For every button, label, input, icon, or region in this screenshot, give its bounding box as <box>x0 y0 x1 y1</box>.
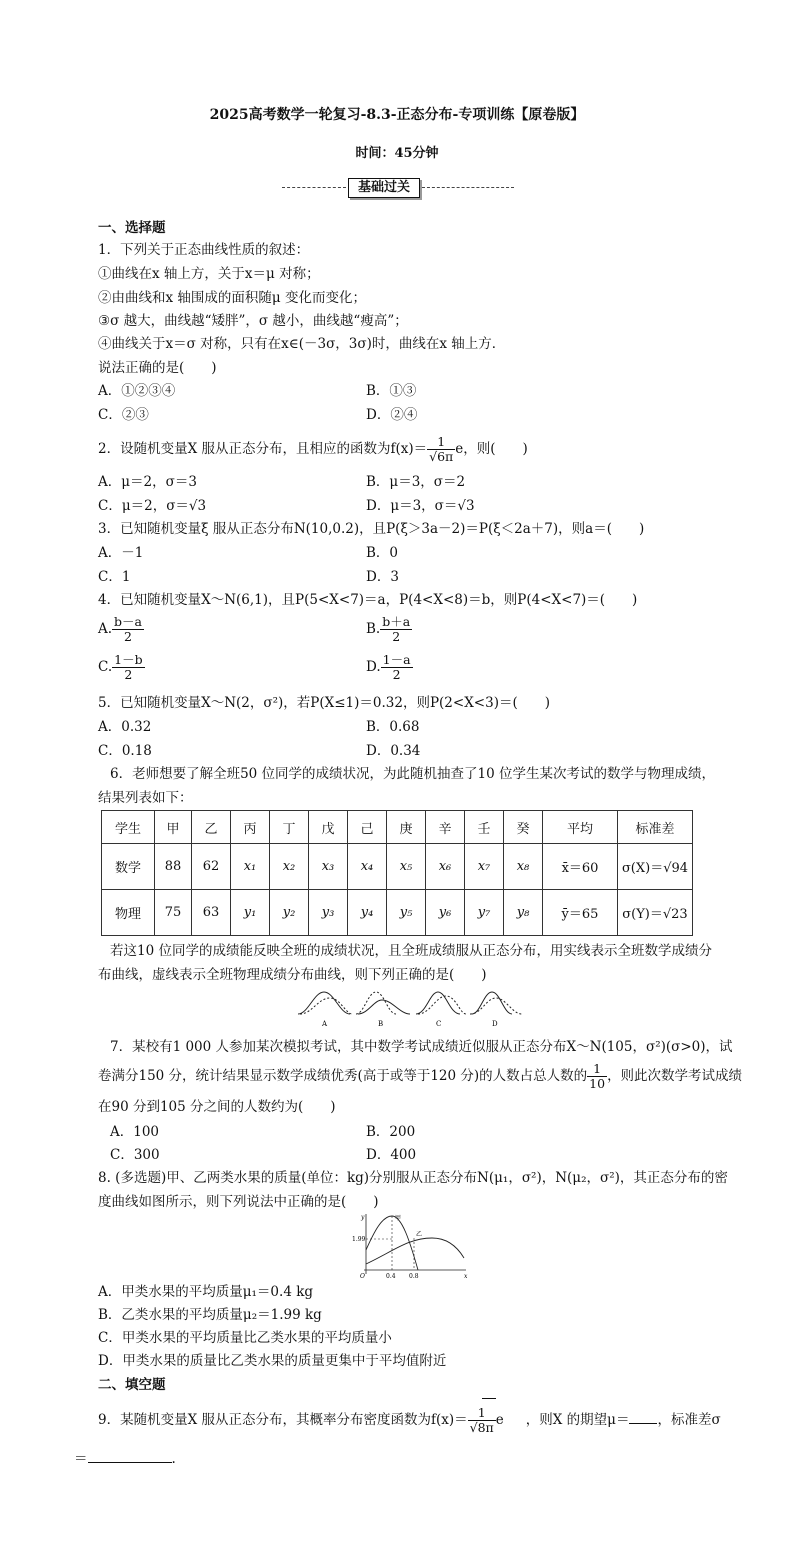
q2-stem-tail: e，则( ) <box>455 441 528 457</box>
q4-c-num: 1－b <box>114 652 143 667</box>
q7-line2-tail: ，则此次数学考试成绩 <box>607 1068 743 1084</box>
table-row-physics <box>102 890 693 936</box>
table-row-math <box>102 844 693 890</box>
q8-fig-label-jia: 甲 <box>395 1215 402 1222</box>
q4-a-den: 2 <box>124 629 132 644</box>
q6-figure-label: D <box>492 1020 498 1028</box>
table-cell: x₅ <box>387 844 426 890</box>
q8-fig-x-label: x <box>464 1273 468 1280</box>
q4-c-den: 2 <box>124 667 133 682</box>
q3-option-d: D．3 <box>366 569 399 585</box>
q6-after-line2: 布曲线，虚线表示全班物理成绩分布曲线，则下列正确的是( ) <box>98 967 487 983</box>
table-header-cell: 壬 <box>465 811 504 844</box>
table-cell: ȳ＝65 <box>543 890 618 936</box>
q9-exponent-bar <box>482 1398 496 1399</box>
table-header-cell: 甲 <box>155 811 192 844</box>
q6-figure-a <box>298 992 352 1028</box>
section-banner: 基础过关 <box>348 178 420 198</box>
table-cell: y₂ <box>270 890 309 936</box>
q7-line1: 7．某校有1 000 人参加某次模拟考试，其中数学考试成绩近似服从正态分布X～N(105，σ²)(σ>0)，试 <box>110 1039 733 1055</box>
q6-figure-label: B <box>378 1020 384 1028</box>
table-cell: 75 <box>155 890 192 936</box>
q9-expectation-text: ，则X 的期望μ＝ <box>525 1412 630 1428</box>
table-cell: σ(X)＝√94 <box>618 844 693 890</box>
table-cell: x̄＝60 <box>543 844 618 890</box>
q5-option-d: D．0.34 <box>366 743 421 759</box>
q1-option-b: B．①③ <box>366 383 417 399</box>
table-cell: x₇ <box>465 844 504 890</box>
q1-stem: 1．下列关于正态曲线性质的叙述： <box>98 242 310 258</box>
table-cell: σ(Y)＝√23 <box>618 890 693 936</box>
q7-option-a: A．100 <box>110 1124 160 1140</box>
q8-fig-label-yi: 乙 <box>416 1231 423 1238</box>
table-header-cell: 标准差 <box>618 811 693 844</box>
table-cell: x₄ <box>348 844 387 890</box>
q4-option-d <box>366 650 413 684</box>
q4-option-a-letter: A. <box>98 621 113 637</box>
q4-option-a <box>98 612 144 646</box>
q6-stem-line2: 结果列表如下： <box>98 790 193 806</box>
q8-fig-tick-1-99: 1.99 <box>352 1236 366 1243</box>
q4-option-c <box>98 650 145 684</box>
q1-question: 说法正确的是( ) <box>98 360 217 376</box>
q8-fig-origin: O <box>360 1273 365 1280</box>
q9-equals: ＝ <box>74 1451 88 1467</box>
q2-fraction-den: √6π <box>429 449 454 464</box>
q7-option-b: B．200 <box>366 1124 416 1140</box>
table-cell: 物理 <box>102 890 155 936</box>
q2-stem <box>98 432 528 466</box>
q9-fraction-num: 1 <box>468 1406 496 1421</box>
q8-line2: 度曲线如图所示，则下列说法中正确的是( ) <box>98 1194 379 1210</box>
q1-statement-1: ①曲线在x 轴上方，关于x＝μ 对称； <box>98 266 320 282</box>
table-header-cell: 丁 <box>270 811 309 844</box>
q4-option-c-letter: C. <box>98 659 113 675</box>
q7-fraction-num: 1 <box>587 1062 607 1077</box>
q9-period: . <box>171 1451 176 1467</box>
q7-fraction <box>587 1062 607 1091</box>
q2-option-d: D．μ＝3，σ＝√3 <box>366 498 475 514</box>
q4-b-num: b＋a <box>382 614 411 629</box>
q1-option-d: D．②④ <box>366 407 418 423</box>
table-header-cell: 癸 <box>504 811 543 844</box>
q4-option-b-fraction <box>380 615 412 644</box>
q2-option-b: B．μ＝3，σ＝2 <box>366 474 466 490</box>
q3-stem: 3．已知随机变量ξ 服从正态分布N(10,0.2)，且P(ξ＞3a－2)＝P(ξ＜2a＋7)，则a＝( ) <box>98 521 645 537</box>
q4-d-den: 2 <box>392 667 401 682</box>
table-cell: y₆ <box>426 890 465 936</box>
q9-blank-sigma[interactable] <box>88 1462 172 1463</box>
q8-option-d: D．甲类水果的质量比乙类水果的质量更集中于平均值附近 <box>98 1353 447 1369</box>
q8-option-c: C．甲类水果的平均质量比乙类水果的平均质量小 <box>98 1330 392 1346</box>
table-cell: y₈ <box>504 890 543 936</box>
page-title: 2025高考数学一轮复习-8.3-正态分布-专项训练【原卷版】 <box>209 107 585 123</box>
q6-figure-label: C <box>436 1020 442 1028</box>
q6-figure-d <box>470 992 522 1028</box>
q6-figure-c <box>416 992 466 1028</box>
q8-fig-tick-0-4: 0.4 <box>386 1273 396 1280</box>
q6-figure-b <box>356 992 410 1028</box>
table-cell: 63 <box>192 890 231 936</box>
table-cell: 数学 <box>102 844 155 890</box>
q8-line1: 8. (多选题)甲、乙两类水果的质量(单位：kg)分别服从正态分布N(μ₁，σ²)，N(μ₂，σ²)，其正态分布的密 <box>98 1170 728 1186</box>
q5-option-b: B．0.68 <box>366 719 420 735</box>
q4-option-d-letter: D. <box>366 659 381 675</box>
q4-option-c-fraction <box>112 653 144 682</box>
table-cell: x₁ <box>231 844 270 890</box>
q1-statement-3: ③σ 越大，曲线越“矮胖”，σ 越小，曲线越“瘦高”； <box>98 313 408 329</box>
table-header-cell: 乙 <box>192 811 231 844</box>
table-cell: y₃ <box>309 890 348 936</box>
table-cell: x₂ <box>270 844 309 890</box>
q3-option-a: A．－1 <box>98 545 144 561</box>
q9-std-text: ，标准差σ <box>657 1412 721 1428</box>
q2-stem-text: 2．设随机变量X 服从正态分布，且相应的函数为f(x)＝ <box>98 441 428 457</box>
q8-option-a: A．甲类水果的平均质量μ₁＝0.4 kg <box>98 1284 314 1300</box>
table-header-cell: 丙 <box>231 811 270 844</box>
q5-option-c: C．0.18 <box>98 743 152 759</box>
q7-fraction-den: 10 <box>589 1076 606 1091</box>
table-header-cell: 平均 <box>543 811 618 844</box>
table-cell: 62 <box>192 844 231 890</box>
table-header-cell: 庚 <box>387 811 426 844</box>
q9-fraction <box>468 1406 496 1435</box>
q4-option-d-fraction <box>381 653 413 682</box>
q1-option-c: C．②③ <box>98 407 149 423</box>
q6-after-line1: 若这10 位同学的成绩能反映全班的成绩状况，且全班成绩服从正态分布，用实线表示全班数学成绩分 <box>110 943 712 959</box>
q4-option-a-fraction <box>112 615 144 644</box>
q9-e: e <box>495 1412 504 1428</box>
q4-stem: 4．已知随机变量X～N(6,1)，且P(5<X<7)＝a，P(4<X<8)＝b，则P(4<X<7)＝( ) <box>98 592 638 608</box>
q2-fraction-num: 1 <box>427 435 455 450</box>
table-cell: y₇ <box>465 890 504 936</box>
table-cell: y₁ <box>231 890 270 936</box>
q6-stem-line1: 6．老师想要了解全班50 位同学的成绩状况，为此随机抽查了10 位学生某次考试的数学与物理成绩， <box>110 766 716 782</box>
table-cell: 88 <box>155 844 192 890</box>
q7-line3: 在90 分到105 分之间的人数约为( ) <box>98 1099 336 1115</box>
q8-fig-y-label: y <box>361 1214 365 1221</box>
q3-option-c: C．1 <box>98 569 131 585</box>
q8-density-figure <box>352 1212 470 1280</box>
table-cell: y₅ <box>387 890 426 936</box>
table-header-row <box>102 811 693 844</box>
q4-option-b-letter: B. <box>366 621 381 637</box>
table-cell: y₄ <box>348 890 387 936</box>
q2-option-a: A．μ＝2，σ＝3 <box>98 474 197 490</box>
score-table <box>101 810 693 936</box>
table-cell: x₈ <box>504 844 543 890</box>
q7-line2 <box>98 1058 742 1094</box>
divider-right <box>422 187 514 188</box>
q1-statement-4: ④曲线关于x＝σ 对称，只有在x∈(－3σ，3σ)时，曲线在x 轴上方． <box>98 336 506 352</box>
q4-a-num: b－a <box>114 614 143 629</box>
q6-figure-label: A <box>322 1020 328 1028</box>
q9-fraction-den: √8π <box>469 1420 494 1435</box>
q8-fig-tick-0-8: 0.8 <box>409 1273 419 1280</box>
q5-stem: 5．已知随机变量X～N(2，σ²)，若P(X≤1)＝0.32，则P(2<X<3)＝( ) <box>98 695 551 711</box>
q5-option-a: A．0.32 <box>98 719 152 735</box>
section-heading-choice: 一、选择题 <box>98 220 166 236</box>
q4-option-b <box>366 612 412 646</box>
table-header-cell: 辛 <box>426 811 465 844</box>
section-heading-fill: 二、填空题 <box>98 1377 166 1393</box>
q4-d-num: 1－a <box>382 652 411 667</box>
q2-option-c: C．μ＝2，σ＝√3 <box>98 498 207 514</box>
time-limit: 时间：45分钟 <box>355 146 439 161</box>
q7-option-d: D．400 <box>366 1147 417 1163</box>
q9-line2 <box>74 1450 176 1468</box>
q9-text: 9．某随机变量X 服从正态分布，其概率分布密度函数为f(x)＝ <box>98 1412 468 1428</box>
q9-line1 <box>98 1402 721 1438</box>
q7-line2-text: 卷满分150 分，统计结果显示数学成绩优秀(高于或等于120 分)的人数占总人数的 <box>98 1068 588 1084</box>
table-cell: x₃ <box>309 844 348 890</box>
table-cell: x₆ <box>426 844 465 890</box>
table-header-cell: 己 <box>348 811 387 844</box>
q1-statement-2: ②由曲线和x 轴围成的面积随μ 变化而变化； <box>98 290 366 306</box>
table-header-cell: 学生 <box>102 811 155 844</box>
divider-left <box>282 187 346 188</box>
q8-option-b: B．乙类水果的平均质量μ₂＝1.99 kg <box>98 1307 322 1323</box>
q9-blank-mu[interactable] <box>629 1423 657 1424</box>
table-header-cell: 戊 <box>309 811 348 844</box>
q7-option-c: C．300 <box>110 1147 160 1163</box>
q6-curve-figures <box>296 988 526 1030</box>
q3-option-b: B．0 <box>366 545 399 561</box>
q1-option-a: A．①②③④ <box>98 383 176 399</box>
q4-b-den: 2 <box>392 629 401 644</box>
q2-fraction <box>427 435 455 464</box>
